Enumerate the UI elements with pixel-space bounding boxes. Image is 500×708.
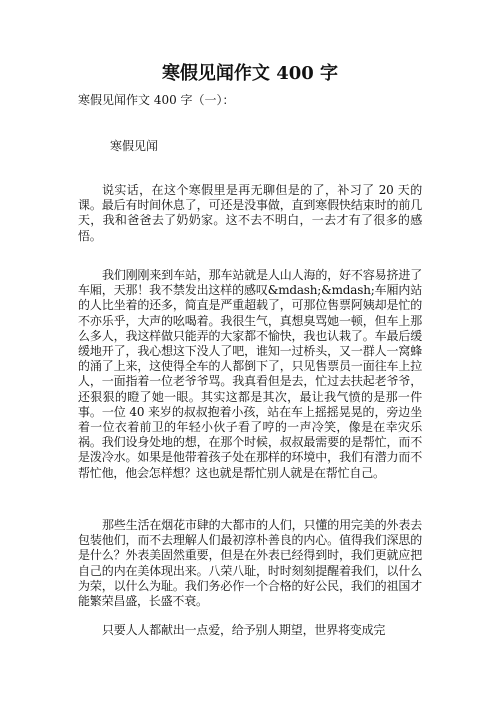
paragraph-1: 说实话，在这个寒假里是再无聊但是的了，补习了 20 天的课。最后有时间休息了，可还是没事做，直到寒假快结束时的前几天，我和爸爸去了奶奶家。这不去不明白，一去才有了很多的感悟。	[78, 183, 422, 243]
document-subtitle: 寒假见闻作文 400 字（一）：	[78, 93, 235, 107]
paragraph-3: 那些生活在烟花市肆的大都市的人们，只懂的用完美的外表去包装他们，而不去理解人们最初淳朴善良的内心。值得我们深思的是什么？外表美固然重要，但是在外表已经得到时，我们更就应把自己的内在美体现出来。八荣八耻，时时刻刻提醒着我们，以什么为荣，以什么为耻。我们务必作一个合格的好公民，我们的祖国才能繁荣昌盛，长盛不衰。	[78, 518, 422, 609]
section-heading: 寒假见闻	[110, 139, 159, 153]
document-title: 寒假见闻作文 400 字	[161, 63, 339, 84]
paragraph-4: 只要人人都献出一点爱，给予别人期望，世界将变成完	[102, 623, 386, 637]
paragraph-2: 我们刚刚来到车站，那车站就是人山人海的，好不容易挤进了车厢，天那！我不禁发出这样的感叹&mdash;&mdash;车厢内站的人比坐着的还多，简直是严重超载了，可那位售票阿姨却是忙的不亦乐乎，大声的吆喝着。我很生气，真想臭骂她一顿，但车上那么多人，我这样做只能弄的大家都不愉快，我也认栽了。车最后缓缓地开了，我心想这下没人了吧，谁知一过桥头，又一群人一窝蜂的涌了上来，这使得全车的人都倒下了，只见售票员一面往车上拉人，一面指着一位老爷爷骂。我真看但是去，忙过去扶起老爷爷，还狠狠的瞪了她一眼。其实这都是其次，最让我气愤的是那一件事。一位 40 来岁的叔叔抱着小孩，站在车上摇摇晃晃的，旁边坐着一位衣着前卫的年轻小伙子看了哼的一声冷笑，像是在幸灾乐祸。我们设身处地的想，在那个时候，叔叔最需要的是帮忙，而不是泼冷水。如果是他带着孩子处在那样的环境中，我们有潜力而不帮忙他，他会怎样想？这也就是帮忙别人就是在帮忙自己。	[78, 268, 422, 480]
